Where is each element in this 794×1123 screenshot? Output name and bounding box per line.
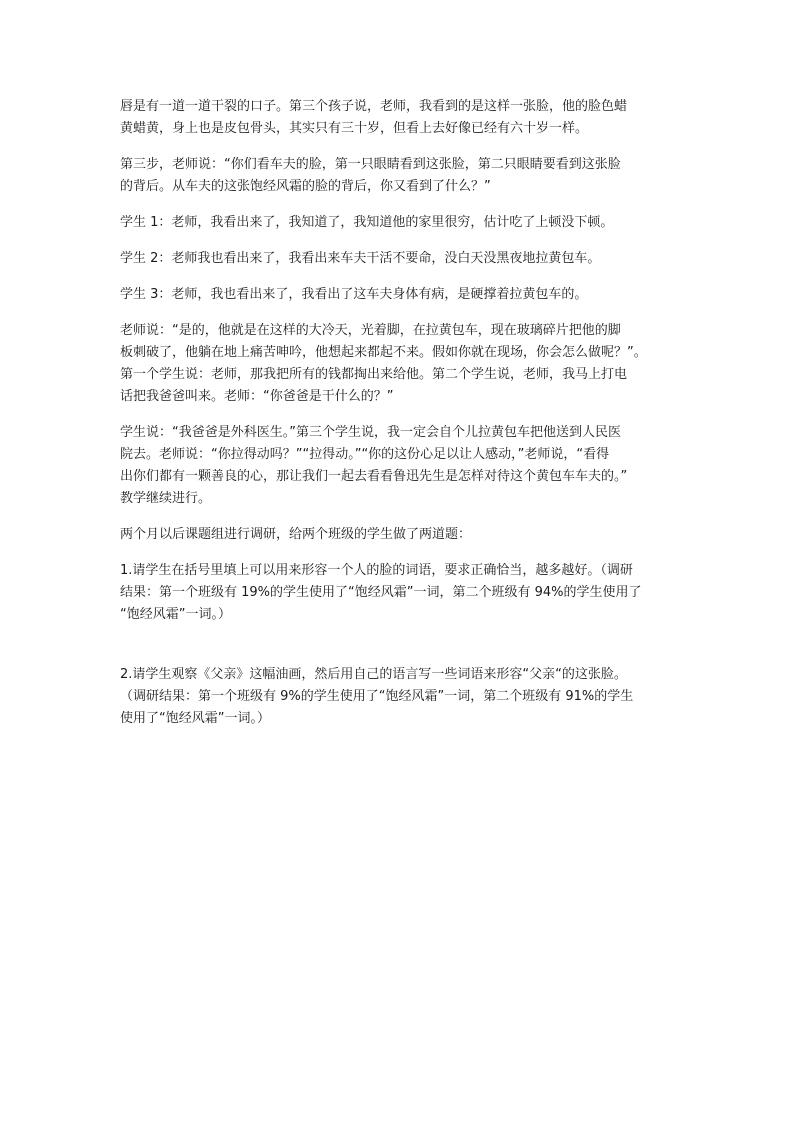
paragraph-student-answers: 学生说：“我爸爸是外科医生。”第三个学生说，我一定会自个儿拉黄包车把他送到人民医 院去。老师说：“你拉得动吗？”“拉得动。”“你的这份心足以让人感动，”老师说，“看得 出你们都有一颗善良的心，那让我们一起去看看鲁迅先生是怎样对待这个黄包车车夫的。” 教学继续进行。 <box>120 425 628 506</box>
paragraph-student-3: 学生 3：老师，我也看出来了，我看出了这车夫身体有病，是硬撑着拉黄包车的。 <box>120 287 588 302</box>
paragraph-face-description: 唇是有一道一道干裂的口子。第三个孩子说，老师，我看到的是这样一张脸，他的脸色蜡 黄蜡黄，身上也是皮包骨头，其实只有三十岁，但看上去好像已经有六十岁一样。 <box>120 99 628 136</box>
paragraph-student-2: 学生 2：老师我也看出来了，我看出来车夫干活不要命，没白天没黑夜地拉黄包车。 <box>120 251 601 266</box>
paragraph-question-1: 1.请学生在括号里填上可以用来形容一个人的脸的词语，要求正确恰当，越多越好。（调研 结果：第一个班级有 19%的学生使用了“饱经风霜”一词，第二个班级有 94%的学生使用了 “饱经风霜”一词。） <box>120 563 642 622</box>
paragraph-teacher-question: 老师说：“是的，他就是在这样的大冷天，光着脚，在拉黄包车，现在玻璃碎片把他的脚 板刺破了，他躺在地上痛苦呻吟，他想起来都起不来。假如你就在现场，你会怎么做呢？”。 第一个学生说：老师，那我把所有的钱都掏出来给他。第二个学生说，老师，我马上打电 话把我爸爸叫来。老师：“你爸爸是干什么的？” <box>120 323 647 404</box>
document-body <box>120 96 680 730</box>
spacer <box>120 640 680 664</box>
paragraph-question-2: 2.请学生观察《父亲》这幅油画，然后用自己的语言写一些词语来形容“父亲“的这张脸。 （调研结果：第一个班级有 9%的学生使用了“饱经风霜”一词，第二个班级有 91%的学生 使用了“饱经风霜”一词。） <box>120 667 634 726</box>
paragraph-research-intro: 两个月以后课题组进行调研，给两个班级的学生做了两道题： <box>120 527 472 542</box>
paragraph-student-1: 学生 1：老师，我看出来了，我知道了，我知道他的家里很穷，估计吃了上顿没下顿。 <box>120 215 614 230</box>
paragraph-step-three: 第三步，老师说：“你们看车夫的脸，第一只眼睛看到这张脸，第二只眼睛要看到这张脸 的背后。从车夫的这张饱经风霜的脸的背后，你又看到了什么？” <box>120 157 621 194</box>
